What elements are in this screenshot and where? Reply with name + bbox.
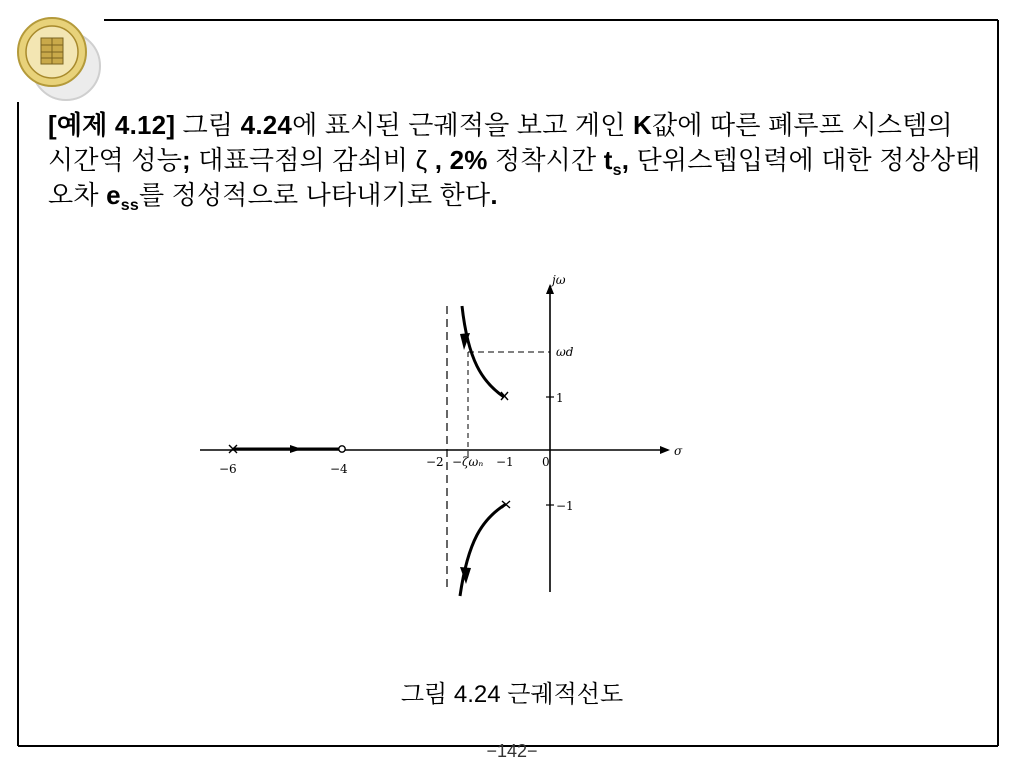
zero-marker-minus4 <box>339 446 345 452</box>
problem-statement <box>48 108 983 213</box>
figure-caption: 그림 4.24 근궤적선도 <box>400 681 624 708</box>
steady-state-error-subscript: ss <box>120 197 139 214</box>
problem-text-4: 대표극점의 감쇠비 ζ <box>190 145 435 175</box>
settling-time-subscript: s <box>612 162 622 179</box>
figure-reference: 4.24 <box>240 110 293 140</box>
comma-2: , <box>621 145 630 175</box>
percent-value: 2% <box>442 145 488 175</box>
real-tick-minus6: −6 <box>219 462 237 476</box>
imag-tick-label-1: 1 <box>556 391 564 405</box>
comma-1: , <box>434 145 443 175</box>
root-locus-diagram <box>190 270 690 600</box>
problem-text-2: 에 표시된 근궤적을 보고 게인 <box>292 110 633 140</box>
university-seal-logo <box>14 14 102 102</box>
omega-d-label: ωd <box>556 345 574 359</box>
real-axis-label: σ <box>674 444 683 458</box>
page-number: −142− <box>486 741 538 761</box>
period: . <box>490 180 498 210</box>
semicolon: ; <box>182 145 191 175</box>
settling-time-symbol: t <box>603 145 613 175</box>
real-tick-zeta-wn: −ζωₙ <box>452 455 484 469</box>
problem-text-1: 그림 <box>175 110 241 140</box>
example-label: [예제 4.12] <box>48 110 176 140</box>
imaginary-axis-label: jω <box>552 273 566 287</box>
problem-text-3: 값에 따른 폐루프 시스템의 시간역 성능 <box>48 110 953 175</box>
problem-text-7: 를 정성적으로 나타내기로 한다 <box>138 180 491 210</box>
real-tick-zero: 0 <box>542 455 550 469</box>
real-axis-locus-arrow <box>290 445 302 453</box>
problem-text-6: 단위스텝입력에 대한 정상상태오차 <box>48 145 981 210</box>
real-tick-minus2: −2 <box>426 455 444 469</box>
real-tick-minus1: −1 <box>496 455 514 469</box>
imag-tick-label-minus1: −1 <box>556 499 574 513</box>
problem-text-5: 정착시간 <box>487 145 604 175</box>
gain-symbol: K <box>633 110 652 140</box>
real-tick-minus4: −4 <box>330 462 348 476</box>
lower-locus-branch <box>460 504 506 596</box>
steady-state-error-symbol: e <box>106 180 121 210</box>
